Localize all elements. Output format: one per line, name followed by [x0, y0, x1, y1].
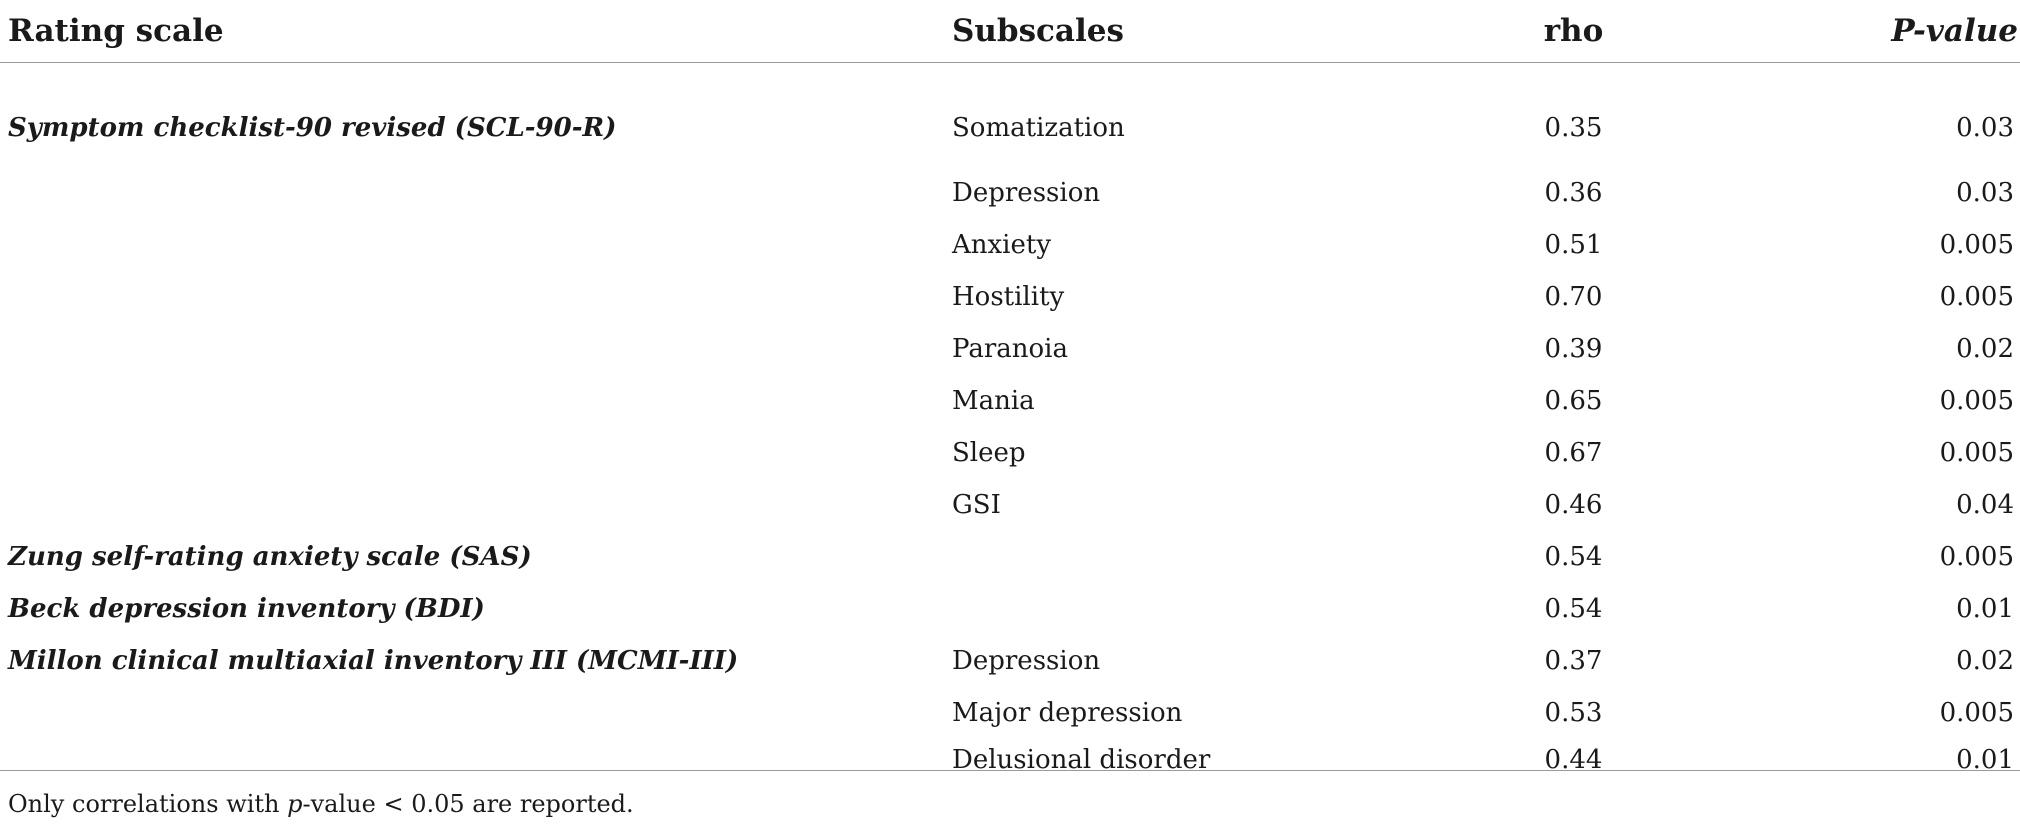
rating-scale-cell: Zung self-rating anxiety scale (SAS) — [8, 542, 532, 572]
footnote-suffix: -value < 0.05 are reported. — [302, 790, 634, 818]
subscale-cell: Paranoia — [952, 334, 1068, 364]
header-subscales: Subscales — [952, 0, 1480, 63]
rating-scale-cell — [0, 323, 952, 375]
rating-scale-cell — [0, 219, 952, 271]
rating-scale-cell — [0, 375, 952, 427]
rating-scale-cell — [0, 479, 952, 531]
subscale-cell: Sleep — [952, 438, 1026, 468]
table-row — [0, 219, 2020, 271]
table-row — [0, 271, 2020, 323]
rating-scale-cell: Millon clinical multiaxial inventory III (MCMI-III) — [8, 646, 739, 676]
table-bottom-rule — [0, 770, 2020, 771]
rho-cell: 0.39 — [1544, 334, 1603, 364]
subscale-cell: Anxiety — [952, 230, 1052, 260]
subscale-cell — [952, 583, 1480, 635]
rho-cell: 0.65 — [1544, 386, 1603, 416]
table-row — [0, 531, 2020, 583]
subscale-cell: GSI — [952, 490, 1001, 520]
p-value-cell: 0.01 — [1956, 745, 2014, 775]
footnote-p-symbol: p — [287, 790, 303, 818]
subscale-cell: Hostility — [952, 282, 1065, 312]
p-value-cell: 0.005 — [1939, 386, 2014, 416]
rating-scale-cell — [0, 271, 952, 323]
table-row — [0, 375, 2020, 427]
p-value-cell: 0.04 — [1956, 490, 2014, 520]
p-value-cell: 0.005 — [1939, 698, 2014, 728]
rating-scale-cell — [0, 687, 952, 739]
rho-cell: 0.53 — [1544, 698, 1603, 728]
p-value-cell: 0.03 — [1956, 178, 2014, 208]
p-value-cell: 0.01 — [1956, 594, 2014, 624]
rating-scale-cell — [0, 427, 952, 479]
table-row — [0, 479, 2020, 531]
rho-cell: 0.54 — [1544, 594, 1603, 624]
table-header — [0, 0, 2020, 63]
table-row — [0, 583, 2020, 635]
rating-scale-cell: Beck depression inventory (BDI) — [8, 594, 485, 624]
table-row — [0, 167, 2020, 219]
table-row — [0, 635, 2020, 687]
rho-cell: 0.35 — [1544, 113, 1603, 143]
subscale-cell: Major depression — [952, 698, 1183, 728]
subscale-cell: Mania — [952, 386, 1035, 416]
rho-cell: 0.37 — [1544, 646, 1603, 676]
p-value-cell: 0.02 — [1956, 646, 2014, 676]
p-value-cell: 0.02 — [1956, 334, 2014, 364]
p-value-cell: 0.005 — [1939, 230, 2014, 260]
header-rating-scale: Rating scale — [0, 0, 952, 63]
p-value-cell: 0.03 — [1956, 113, 2014, 143]
p-value-cell: 0.005 — [1939, 542, 2014, 572]
subscale-cell: Depression — [952, 646, 1101, 676]
subscale-cell: Delusional disorder — [952, 745, 1211, 775]
rating-scale-cell: Symptom checklist-90 revised (SCL-90-R) — [8, 113, 617, 143]
subscale-cell — [952, 531, 1480, 583]
rho-cell: 0.67 — [1544, 438, 1603, 468]
rating-scale-cell — [0, 167, 952, 219]
rho-cell: 0.51 — [1544, 230, 1603, 260]
table-row — [0, 323, 2020, 375]
header-p-value: P-value — [1667, 0, 2020, 63]
table-row — [0, 687, 2020, 739]
p-value-cell: 0.005 — [1939, 282, 2014, 312]
rho-cell: 0.36 — [1544, 178, 1603, 208]
header-rho: rho — [1480, 0, 1667, 63]
rho-cell: 0.46 — [1544, 490, 1603, 520]
table-row — [0, 63, 2020, 168]
footnote-prefix: Only correlations with — [8, 790, 288, 818]
header-row — [0, 0, 2020, 63]
subscale-cell: Somatization — [952, 113, 1125, 143]
p-value-cell: 0.005 — [1939, 438, 2014, 468]
subscale-cell: Depression — [952, 178, 1101, 208]
rho-cell: 0.54 — [1544, 542, 1603, 572]
table-body — [0, 63, 2020, 808]
table-footnote — [8, 790, 634, 818]
rho-cell: 0.44 — [1544, 745, 1603, 775]
table-row — [0, 427, 2020, 479]
rho-cell: 0.70 — [1544, 282, 1603, 312]
